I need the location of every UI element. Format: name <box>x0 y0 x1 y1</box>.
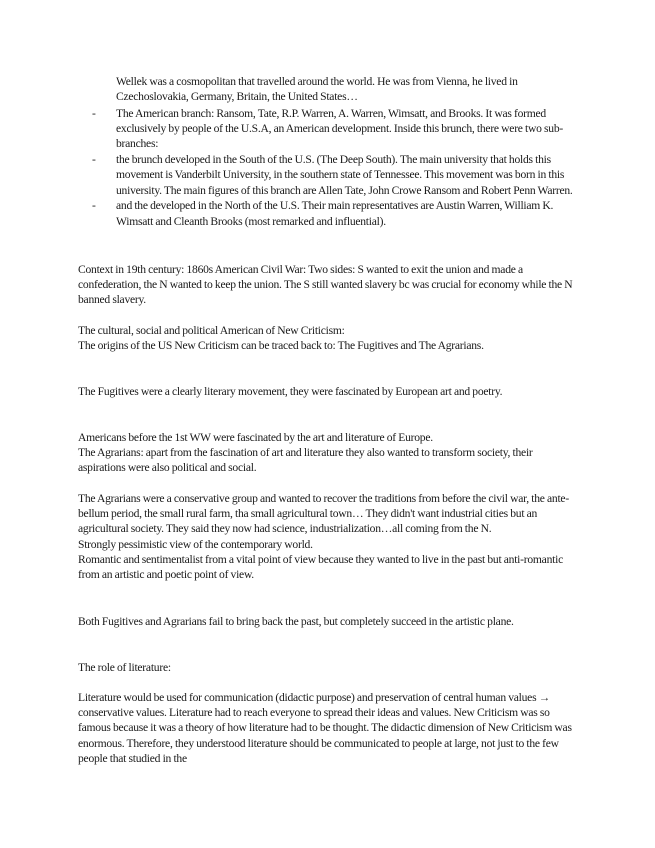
bullet-marker: - <box>92 107 96 120</box>
bullet-marker: - <box>92 199 96 213</box>
paragraph-agrarians-conservative <box>78 491 578 582</box>
paragraph-line: Strongly pessimistic view of the contemporary world. <box>78 537 313 551</box>
paragraph-fugitives <box>78 384 578 399</box>
paragraph-line: Americans before the 1st WW were fascinated by the art and literature of Europe. <box>78 431 433 444</box>
bullet-south-branch <box>92 152 582 198</box>
paragraph-line: Romantic and sentimentalist from a vital point of view because they wanted to live in the past but anti-romantic from an artistic and poetic point of view. <box>78 552 563 582</box>
bullet-north-branch <box>92 198 582 228</box>
bullet-marker: - <box>92 153 96 167</box>
role-of-literature-heading <box>78 660 578 675</box>
bullet-american-branch <box>92 106 582 152</box>
paragraph-literature-role <box>78 690 578 766</box>
section-heading: The role of literature: <box>78 661 171 674</box>
paragraph-agrarians-intro <box>78 430 578 476</box>
paragraph-line: The Agrarians: apart from the fascination of art and literature they also wanted to transform society, their aspirations were also political and social. <box>78 446 533 475</box>
paragraph-line: The Fugitives were a clearly literary movement, they were fascinated by European art and poetry. <box>78 385 503 398</box>
paragraph-civil-war-context <box>78 262 578 308</box>
paragraph-origins <box>78 323 578 353</box>
bullet-text: the brunch developed in the South of the U.S. (The Deep South). The main university that holds this movement is Vanderbilt University, in the southern state of Tennessee. This movement was born in this university. The main figures of this branch are Allen Tate, John Crowe Ransom and Robert Penn Warren. <box>116 153 573 197</box>
paragraph-line: The origins of the US New Criticism can be traced back to: The Fugitives and The Agrarians. <box>78 339 484 353</box>
branch-bullet-list <box>92 106 582 229</box>
section-heading: The cultural, social and political American of New Criticism: <box>78 324 345 337</box>
paragraph-line: Literature would be used for communication (didactic purpose) and preservation of central human values → conservative values. Literature had to reach everyone to spread their ideas and values. New Criticism was so famous because it was a theory of how literature had to be thought. The didactic dimension of New Criticism was enormous. Therefore, they understood literature should be communicated to people at large, not just to the few people that studied in the <box>78 691 572 765</box>
bullet-text: The American branch: Ransom, Tate, R.P. Warren, A. Warren, Wimsatt, and Brooks. It was formed exclusively by people of the U.S.A, an American development. Inside this brunch, there were two sub-branches: <box>116 107 564 151</box>
paragraph-line: Context in 19th century: 1860s American Civil War: Two sides: S wanted to exit the union and made a confederation, the N wanted to keep the union. The S still wanted slavery bc was crucial for economy while the N banned slavery. <box>78 263 573 307</box>
paragraph-line: The Agrarians were a conservative group and wanted to recover the traditions from before the civil war, the ante-bellum period, the small rural farm, tha small agricultural town… They didn't want industrial cities but an agricultural society. They said they now had science, industrialization…all coming from the N. <box>78 492 569 536</box>
paragraph-line: Both Fugitives and Agrarians fail to bring back the past, but completely succeed in the artistic plane. <box>78 615 514 628</box>
intro-continuation: Wellek was a cosmopolitan that travelled around the world. He was from Vienna, he lived in Czechoslovakia, Germany, Britain, the United States… <box>116 75 518 104</box>
bullet-text: and the developed in the North of the U.S. Their main representatives are Austin Warren, William K. Wimsatt and Cleanth Brooks (most remarked and influential). <box>116 199 554 228</box>
paragraph-both-fail <box>78 614 578 629</box>
